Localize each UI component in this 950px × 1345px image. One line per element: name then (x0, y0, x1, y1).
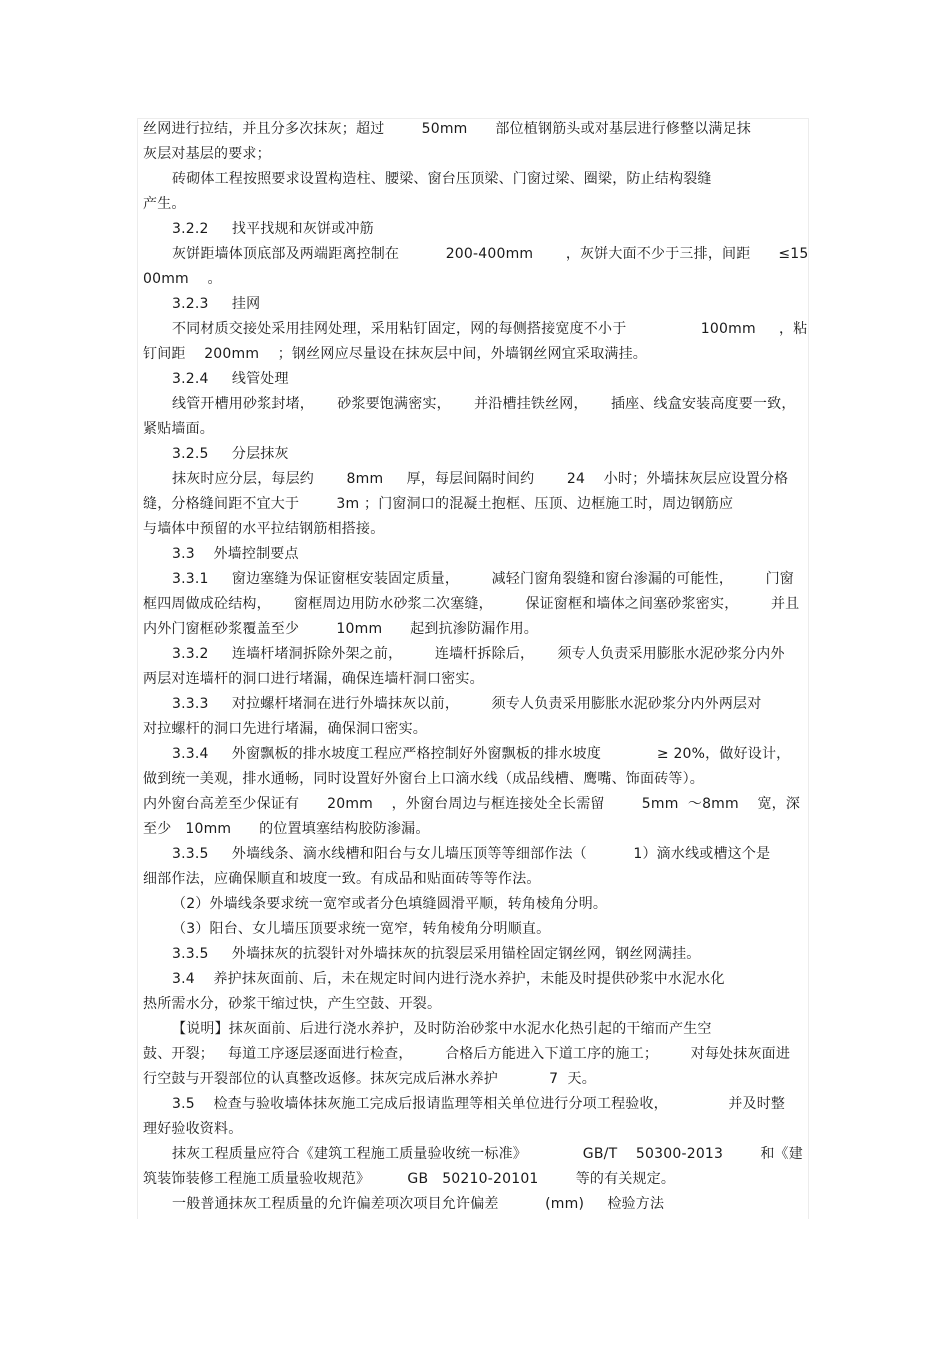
text-line: 3.3.2 连墙杆堵洞拆除外架之前， 连墙杆拆除后， 须专人负责采用膨胀水泥砂浆分内外 (172, 646, 785, 662)
text-line: 线管开槽用砂浆封堵， 砂浆要饱满密实， 并沿槽挂铁丝网， 插座、线盒安装高度要一致， (172, 396, 796, 412)
text-line: 紧贴墙面。 (143, 421, 214, 437)
text-line: 抹灰时应分层，每层约 8mm 厚，每层间隔时间约 24 小时；外墙抹灰层应设置分格 (172, 471, 789, 487)
text-line: 与墙体中预留的水平拉结钢筋相搭接。 (143, 521, 385, 537)
text-line: 内外窗台高差至少保证有 20mm ，外窗台周边与框连接处全长需留 5mm ～8mm 宽，深 (143, 796, 801, 812)
text-line: 至少 10mm 的位置填塞结构胶防渗漏。 (143, 821, 430, 837)
text-line: 灰层对基层的要求； (143, 146, 271, 162)
text-line: 3.3.1 窗边塞缝为保证窗框安装固定质量， 减轻门窗角裂缝和窗台渗漏的可能性， 门窗 (172, 571, 794, 587)
document-body (143, 117, 807, 1217)
text-line: （3）阳台、女儿墙压顶要求统一宽窄，转角棱角分明顺直。 (172, 921, 551, 937)
text-line: 3.4 养护抹灰面前、后，未在规定时间内进行浇水养护，未能及时提供砂浆中水泥水化 (172, 971, 725, 987)
text-line: 3.3.4 外窗飘板的排水坡度工程应严格控制好外窗飘板的排水坡度 ≥ 20%，做好设计， (172, 746, 791, 762)
text-line: 00mm 。 (143, 271, 222, 287)
text-line: 钉间距 200mm ；钢丝网应尽量设在抹灰层中间，外墙钢丝网宜采取满挂。 (143, 346, 647, 362)
text-line: （2）外墙线条要求统一宽窄或者分色填缝圆滑平顺，转角棱角分明。 (172, 896, 608, 912)
text-line: 3.3 外墙控制要点 (172, 546, 299, 562)
text-line: 对拉螺杆的洞口先进行堵漏，确保洞口密实。 (143, 721, 427, 737)
text-line: 3.2.4 线管处理 (172, 371, 289, 387)
text-line: 筑装饰装修工程施工质量验收规范》 GB 50210-20101 等的有关规定。 (143, 1171, 676, 1187)
text-line: 3.2.3 挂网 (172, 296, 261, 312)
text-line: 不同材质交接处采用挂网处理，采用粘钉固定，网的每侧搭接宽度不小于 100mm ，粘 (172, 321, 808, 337)
text-line: 缝，分格缝间距不宜大于 3m ；门窗洞口的混凝土抱框、压顶、边框施工时，周边钢筋应 (143, 496, 734, 512)
text-line: 行空鼓与开裂部位的认真整改返修。抹灰完成后淋水养护 7 天。 (143, 1071, 596, 1087)
text-line: 3.3.3 对拉螺杆堵洞在进行外墙抹灰以前， 须专人负责采用膨胀水泥砂浆分内外两层对 (172, 696, 762, 712)
text-line: 一般普通抹灰工程质量的允许偏差项次项目允许偏差 (mm) 检验方法 (172, 1196, 665, 1212)
text-line: 灰饼距墙体顶底部及两端距离控制在 200-400mm ，灰饼大面不少于三排，间距 ≤15 (172, 246, 809, 262)
text-line: 两层对连墙杆的洞口进行堵漏，确保连墙杆洞口密实。 (143, 671, 484, 687)
text-line: 【说明】抹灰面前、后进行浇水养护，及时防治砂浆中水泥水化热引起的干缩而产生空 (172, 1021, 712, 1037)
text-line: 3.2.2 找平找规和灰饼或冲筋 (172, 221, 374, 237)
text-line: 理好验收资料。 (143, 1121, 243, 1137)
text-line: 抹灰工程质量应符合《建筑工程施工质量验收统一标准》 GB/T 50300-2013 和《建 (172, 1146, 803, 1162)
text-line: 细部作法，应确保顺直和坡度一致。有成品和贴面砖等等作法。 (143, 871, 541, 887)
text-line: 鼓、开裂； 每道工序逐层逐面进行检查， 合格后方能进入下道工序的施工； 对每处抹灰面进 (143, 1046, 791, 1062)
text-line: 3.3.5 外墙抹灰的抗裂针对外墙抹灰的抗裂层采用锚栓固定钢丝网，钢丝网满挂。 (172, 946, 701, 962)
text-line: 3.2.5 分层抹灰 (172, 446, 289, 462)
text-line: 丝网进行拉结，并且分多次抹灰；超过 50mm 部位植钢筋头或对基层进行修整以满足抹 (143, 121, 751, 137)
text-line: 3.5 检查与验收墙体抹灰施工完成后报请监理等相关单位进行分项工程验收， 并及时整 (172, 1096, 786, 1112)
text-line: 产生。 (143, 196, 186, 212)
text-line: 框四周做成砼结构， 窗框周边用防水砂浆二次塞缝， 保证窗框和墙体之间塞砂浆密实， 并且 (143, 596, 800, 612)
text-line: 做到统一美观，排水通畅，同时设置好外窗台上口滴水线（成品线槽、鹰嘴、饰面砖等）。 (143, 771, 704, 787)
text-line: 热所需水分，砂浆干缩过快，产生空鼓、开裂。 (143, 996, 442, 1012)
text-line: 内外门窗框砂浆覆盖至少 10mm 起到抗渗防漏作用。 (143, 621, 538, 637)
text-line: 砖砌体工程按照要求设置构造柱、腰梁、窗台压顶梁、门窗过梁、圈梁，防止结构裂缝 (172, 171, 712, 187)
text-line: 3.3.5 外墙线条、滴水线槽和阳台与女儿墙压顶等等细部作法（ 1）滴水线或槽这个是 (172, 846, 771, 862)
